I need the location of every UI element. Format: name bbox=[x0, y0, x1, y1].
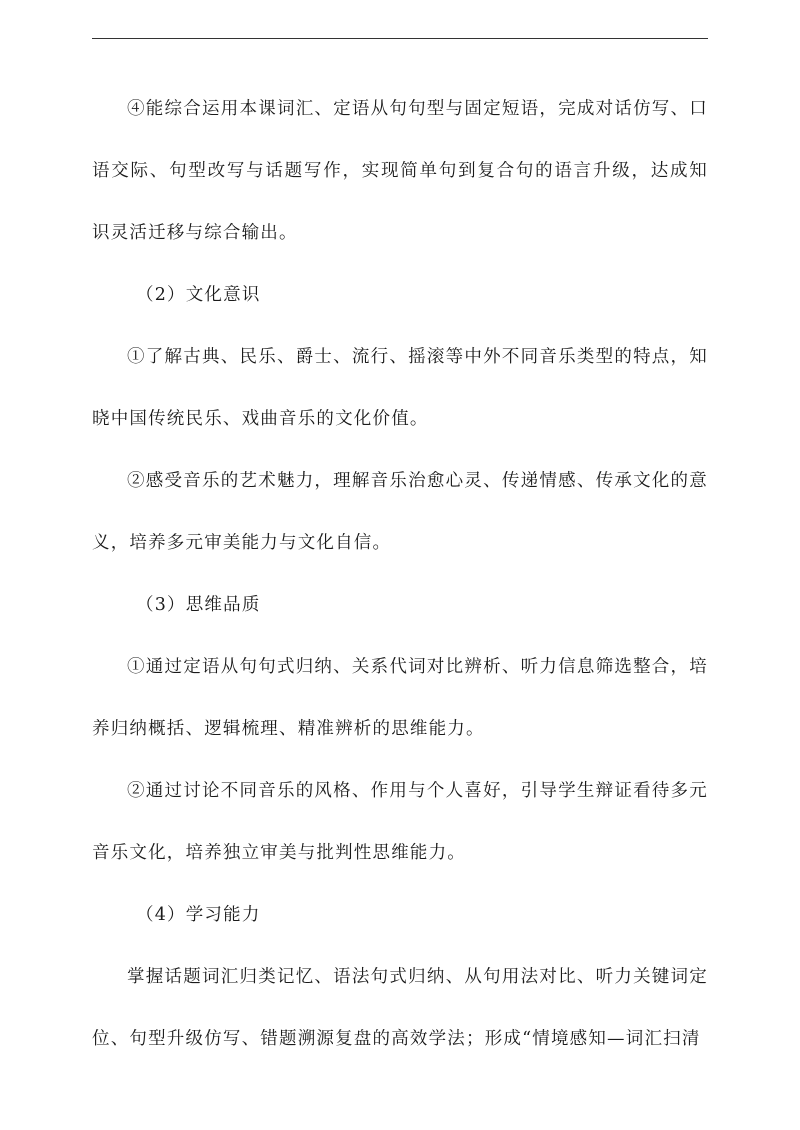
section-heading-culture: （2）文化意识 bbox=[136, 285, 261, 305]
paragraph-culture-2: ②感受音乐的艺术魅力，理解音乐治愈心灵、传递情感、传承文化的意义，培养多元审美能力与文化自信。 bbox=[92, 471, 708, 553]
section-heading-learning: （4）学习能力 bbox=[136, 905, 261, 925]
paragraph-thinking-2: ②通过讨论不同音乐的风格、作用与个人喜好，引导学生辩证看待多元音乐文化，培养独立审美与批判性思维能力。 bbox=[92, 781, 708, 863]
paragraph-learning: 掌握话题词汇归类记忆、语法句式归纳、从句用法对比、听力关键词定位、句型升级仿写、错题溯源复盘的高效学法；形成“情境感知—词汇扫清 bbox=[92, 967, 708, 1049]
section-heading-thinking: （3）思维品质 bbox=[136, 595, 261, 615]
document-body bbox=[92, 78, 708, 1070]
paragraph-culture-1: ①了解古典、民乐、爵士、流行、摇滚等中外不同音乐类型的特点，知晓中国传统民乐、戏曲音乐的文化价值。 bbox=[92, 347, 708, 429]
header-rule bbox=[92, 38, 708, 39]
paragraph-objective-4: ④能综合运用本课词汇、定语从句句型与固定短语，完成对话仿写、口语交际、句型改写与话题写作，实现简单句到复合句的语言升级，达成知识灵活迁移与综合输出。 bbox=[92, 99, 708, 243]
paragraph-thinking-1: ①通过定语从句句式归纳、关系代词对比辨析、听力信息筛选整合，培养归纳概括、逻辑梳理、精准辨析的思维能力。 bbox=[92, 657, 708, 739]
